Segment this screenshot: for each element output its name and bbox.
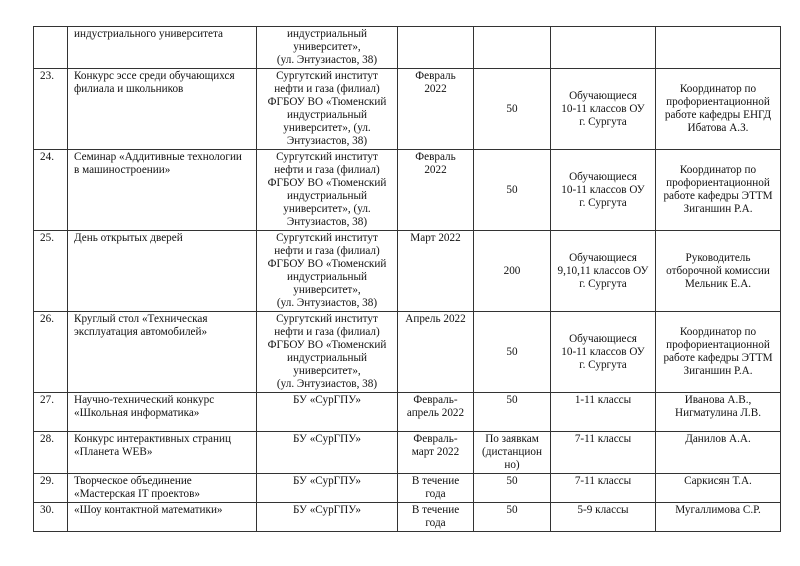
event-venue-line: индустриальный xyxy=(286,271,368,283)
event-venue-cell xyxy=(257,69,398,150)
event-venue-line: Энтузиастов, 38) xyxy=(286,216,368,228)
participant-count-cell xyxy=(474,69,551,150)
responsible-person-line: отборочной комиссии xyxy=(666,264,770,277)
responsible-person-cell xyxy=(656,503,781,532)
table-row xyxy=(34,231,781,312)
event-name-cell xyxy=(68,231,257,312)
event-venue-line: нефти и газа (филиал) xyxy=(274,326,380,338)
event-date-cell xyxy=(398,432,474,474)
table-row xyxy=(34,432,781,474)
responsible-person-cell xyxy=(656,69,781,150)
event-name-line: Семинар «Аддитивные технологии xyxy=(74,151,242,163)
responsible-person-line: Нигматулина Л.В. xyxy=(675,407,761,419)
event-date-cell xyxy=(398,393,474,432)
event-venue-line: Сургутский институт xyxy=(276,232,378,244)
row-number-cell: 27. xyxy=(34,393,68,432)
event-name-line: эксплуатация автомобилей» xyxy=(74,326,208,338)
event-name-cell xyxy=(68,312,257,393)
responsible-person-line: Ибатова А.З. xyxy=(687,122,749,134)
event-venue-line: ФГБОУ ВО «Тюменский xyxy=(267,96,387,108)
event-date-line: В течение xyxy=(411,504,460,516)
event-date-cell xyxy=(398,27,474,69)
event-date-line: 2022 xyxy=(424,83,447,95)
table-row xyxy=(34,503,781,532)
event-venue-line: нефти и газа (филиал) xyxy=(274,245,380,257)
event-date-cell xyxy=(398,231,474,312)
event-venue-line: ФГБОУ ВО «Тюменский xyxy=(267,258,387,270)
event-venue-line: ФГБОУ ВО «Тюменский xyxy=(267,339,387,351)
event-venue-cell xyxy=(257,432,398,474)
event-name-line: Творческое объединение xyxy=(74,475,192,487)
event-venue-line: индустриальный xyxy=(286,190,368,202)
event-name-line: «Мастерская IT проектов» xyxy=(74,488,200,500)
responsible-person-cell xyxy=(656,312,781,393)
row-number-cell: 23. xyxy=(34,69,68,150)
target-audience-line: 10-11 классов ОУ xyxy=(561,183,645,196)
event-venue-line: нефти и газа (филиал) xyxy=(274,164,380,176)
event-venue-line: нефти и газа (филиал) xyxy=(274,83,380,95)
event-name-line: филиала и школьников xyxy=(74,83,184,95)
row-number-cell: 30. xyxy=(34,503,68,532)
event-name-line: Конкурс эссе среди обучающихся xyxy=(74,70,235,82)
event-date-cell xyxy=(398,503,474,532)
event-venue-line: университет», xyxy=(293,365,361,377)
responsible-person-line: Саркисян Т.А. xyxy=(684,475,752,487)
responsible-person-line: Координатор по xyxy=(679,164,757,176)
event-date-cell xyxy=(398,312,474,393)
participant-count-line: 50 xyxy=(506,475,518,487)
event-name-cell xyxy=(68,27,257,69)
responsible-person-line: работе кафедры ЕНГД xyxy=(664,109,772,121)
event-venue-line: БУ «СурГПУ» xyxy=(292,394,362,406)
responsible-person-line: Координатор по xyxy=(679,83,757,95)
event-venue-line: индустриальный xyxy=(286,352,368,364)
event-venue-line: (ул. Энтузиастов, 38) xyxy=(276,378,378,390)
table-row xyxy=(34,474,781,503)
participant-count-line: 50 xyxy=(506,102,518,115)
event-date-line: март 2022 xyxy=(411,446,460,458)
event-date-line: Март 2022 xyxy=(410,232,461,244)
event-venue-cell xyxy=(257,474,398,503)
target-audience-cell xyxy=(551,150,656,231)
participant-count-cell xyxy=(474,474,551,503)
target-audience-line: г. Сургута xyxy=(579,277,627,290)
target-audience-cell xyxy=(551,69,656,150)
event-venue-cell xyxy=(257,312,398,393)
participant-count-cell xyxy=(474,503,551,532)
responsible-person-line: работе кафедры ЭТТМ xyxy=(663,190,773,202)
target-audience-line: Обучающиеся xyxy=(569,170,637,183)
row-number-cell: 25. xyxy=(34,231,68,312)
participant-count-cell xyxy=(474,27,551,69)
responsible-person-line: Координатор по xyxy=(679,326,757,338)
event-venue-cell xyxy=(257,503,398,532)
participant-count-cell xyxy=(474,432,551,474)
event-date-line: Февраль xyxy=(415,151,456,163)
target-audience-line: 10-11 классов ОУ xyxy=(561,345,645,358)
responsible-person-line: Зиганшин Р.А. xyxy=(683,203,753,215)
responsible-person-cell xyxy=(656,393,781,432)
event-venue-line: университет», (ул. xyxy=(283,122,371,134)
event-name-line: в машиностроении» xyxy=(74,164,171,176)
participant-count-cell xyxy=(474,312,551,393)
target-audience-cell xyxy=(551,27,656,69)
event-venue-line: (ул. Энтузиастов, 38) xyxy=(276,297,378,309)
event-venue-cell xyxy=(257,231,398,312)
target-audience-line: г. Сургута xyxy=(579,115,627,128)
responsible-person-line: профориентационной xyxy=(666,177,770,189)
table-row xyxy=(34,27,781,69)
event-venue-cell xyxy=(257,27,398,69)
event-name-cell xyxy=(68,69,257,150)
target-audience-cell xyxy=(551,503,656,532)
event-venue-line: университет», xyxy=(293,41,361,53)
events-table xyxy=(33,26,781,532)
target-audience-line: 10-11 классов ОУ xyxy=(561,102,645,115)
target-audience-line: г. Сургута xyxy=(579,358,627,371)
event-date-cell xyxy=(398,150,474,231)
event-name-line: Конкурс интерактивных страниц xyxy=(74,433,231,445)
target-audience-line: 1-11 классы xyxy=(574,394,632,406)
responsible-person-cell xyxy=(656,27,781,69)
event-venue-line: БУ «СурГПУ» xyxy=(292,475,362,487)
responsible-person-cell xyxy=(656,474,781,503)
participant-count-line: 50 xyxy=(506,345,518,358)
event-name-cell xyxy=(68,432,257,474)
event-venue-line: Сургутский институт xyxy=(276,313,378,325)
event-name-cell xyxy=(68,503,257,532)
table-row xyxy=(34,312,781,393)
participant-count-line: 50 xyxy=(506,183,518,196)
responsible-person-line: Иванова А.В., xyxy=(684,394,752,406)
participant-count-cell xyxy=(474,231,551,312)
responsible-person-cell xyxy=(656,432,781,474)
responsible-person-line: Данилов А.А. xyxy=(685,433,751,445)
participant-count-line: но) xyxy=(504,459,520,471)
event-date-line: Февраль- xyxy=(413,394,458,406)
participant-count-line: 200 xyxy=(503,264,521,277)
event-venue-line: Энтузиастов, 38) xyxy=(286,135,368,147)
event-venue-line: Сургутский институт xyxy=(276,70,378,82)
responsible-person-line: профориентационной xyxy=(666,339,770,351)
responsible-person-line: профориентационной xyxy=(666,96,770,108)
event-venue-line: БУ «СурГПУ» xyxy=(292,433,362,445)
event-venue-line: ФГБОУ ВО «Тюменский xyxy=(267,177,387,189)
event-name-line: День открытых дверей xyxy=(74,232,183,244)
row-number-cell xyxy=(34,27,68,69)
event-date-line: Апрель 2022 xyxy=(405,313,466,325)
row-number-cell: 26. xyxy=(34,312,68,393)
event-date-line: В течение xyxy=(411,475,460,487)
event-date-line: Февраль- xyxy=(413,433,458,445)
event-date-line: апрель 2022 xyxy=(406,407,465,419)
target-audience-line: Обучающиеся xyxy=(569,332,637,345)
event-venue-line: Сургутский институт xyxy=(276,151,378,163)
table-row xyxy=(34,393,781,432)
target-audience-cell xyxy=(551,432,656,474)
event-venue-cell xyxy=(257,150,398,231)
participant-count-cell xyxy=(474,393,551,432)
target-audience-line: Обучающиеся xyxy=(569,251,637,264)
participant-count-line: (дистанцион xyxy=(482,446,542,458)
participant-count-cell xyxy=(474,150,551,231)
event-venue-cell xyxy=(257,393,398,432)
target-audience-line: 7-11 классы xyxy=(574,475,632,487)
event-date-cell xyxy=(398,69,474,150)
event-date-line: года xyxy=(425,517,446,529)
target-audience-line: 7-11 классы xyxy=(574,433,632,445)
participant-count-line: 50 xyxy=(506,504,518,516)
responsible-person-line: Зиганшин Р.А. xyxy=(683,365,753,377)
event-name-line: «Школьная информатика» xyxy=(74,407,200,419)
responsible-person-cell xyxy=(656,150,781,231)
row-number-cell: 28. xyxy=(34,432,68,474)
event-name-cell xyxy=(68,150,257,231)
responsible-person-line: работе кафедры ЭТТМ xyxy=(663,352,773,364)
event-venue-line: индустриальный xyxy=(286,109,368,121)
event-date-cell xyxy=(398,474,474,503)
responsible-person-cell xyxy=(656,231,781,312)
event-venue-line: университет», xyxy=(293,284,361,296)
responsible-person-line: Руководитель xyxy=(685,251,751,264)
event-date-line: года xyxy=(425,488,446,500)
event-name-line: Научно-технический конкурс xyxy=(74,394,215,406)
target-audience-line: 5-9 классы xyxy=(577,504,629,516)
event-name-cell xyxy=(68,393,257,432)
target-audience-cell xyxy=(551,312,656,393)
event-venue-line: БУ «СурГПУ» xyxy=(292,504,362,516)
row-number-cell: 29. xyxy=(34,474,68,503)
target-audience-line: г. Сургута xyxy=(579,196,627,209)
event-name-line: индустриального университета xyxy=(74,28,224,40)
event-date-line: 2022 xyxy=(424,164,447,176)
table-row xyxy=(34,150,781,231)
row-number-cell: 24. xyxy=(34,150,68,231)
responsible-person-line: Мельник Е.А. xyxy=(684,277,752,290)
event-name-line: «Планета WEB» xyxy=(74,446,153,458)
participant-count-line: По заявкам xyxy=(485,433,539,445)
target-audience-cell xyxy=(551,474,656,503)
event-venue-line: университет», (ул. xyxy=(283,203,371,215)
event-venue-line: (ул. Энтузиастов, 38) xyxy=(276,54,378,66)
event-venue-line: индустриальный xyxy=(286,28,368,40)
target-audience-line: Обучающиеся xyxy=(569,89,637,102)
target-audience-line: 9,10,11 классов ОУ xyxy=(557,264,649,277)
event-name-line: «Шоу контактной математики» xyxy=(74,504,223,516)
target-audience-cell xyxy=(551,393,656,432)
target-audience-cell xyxy=(551,231,656,312)
event-name-cell xyxy=(68,474,257,503)
event-name-line: Круглый стол «Техническая xyxy=(74,313,208,325)
participant-count-line: 50 xyxy=(506,394,518,406)
responsible-person-line: Мугаллимова С.Р. xyxy=(675,504,761,516)
table-row xyxy=(34,69,781,150)
event-date-line: Февраль xyxy=(415,70,456,82)
